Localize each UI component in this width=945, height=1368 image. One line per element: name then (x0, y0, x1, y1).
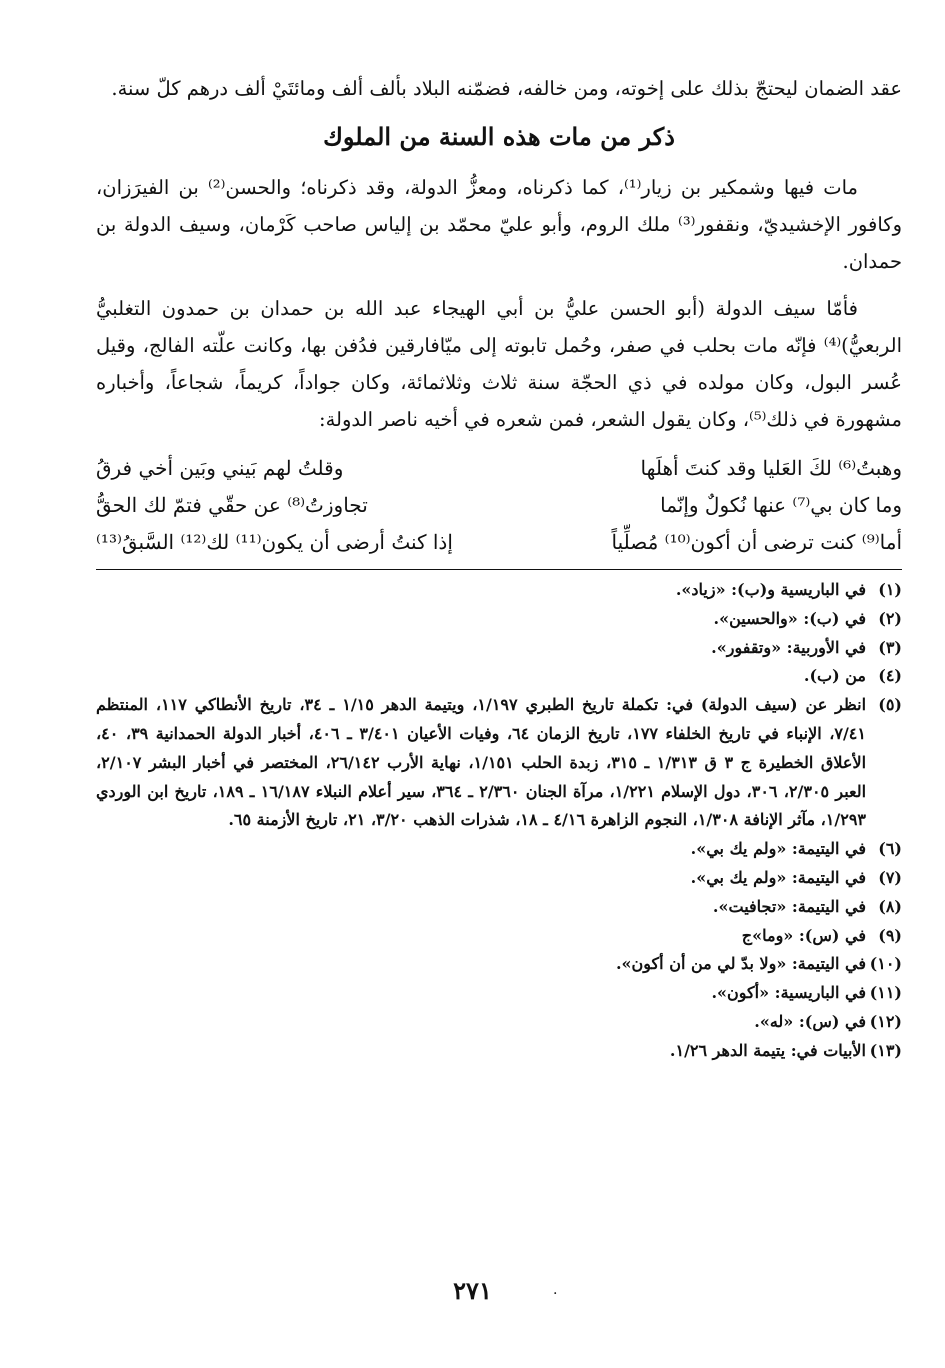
footnote (96, 922, 902, 951)
poem-verse (96, 487, 902, 524)
verse-first-hemistich: أما⁽⁹⁾ كنت ترضى أن أكون⁽¹⁰⁾ مُصلِّياً (611, 530, 902, 554)
poem (96, 450, 902, 561)
footnote-text: في اليتيمة: «ولا بدّ لي من أن أكون». (615, 954, 866, 974)
footnote-text: في الأوربية: «وتقفور». (711, 637, 866, 657)
poem-verse (96, 524, 902, 561)
footnote (96, 1037, 902, 1066)
poem-verse (96, 450, 902, 487)
footnote-text: في اليتيمة: «تجافيت». (712, 896, 866, 916)
footnote-number: (٨) (878, 896, 902, 916)
footnote-text: من (ب). (803, 666, 866, 686)
footnote-text: في اليتيمة: «ولم يك بي». (690, 839, 866, 859)
footnote (96, 979, 902, 1008)
footnote-text: في الباريسية: «أكون». (711, 983, 866, 1003)
verse-second-hemistich: وقلتُ لهم بَيني وبَين أخي فرقُ (96, 456, 344, 480)
footnote-number: (١) (878, 580, 902, 599)
footnote-number: (٩) (878, 925, 902, 945)
intro-paragraph: عقد الضمان ليحتجّ بذلك على إخوته، ومن خالفه، فضمّنه البلاد بألف ألف ومائتَيْ ألف درهم كلّ سنة. (111, 77, 902, 100)
verse-first-hemistich: وهبتُ⁽⁶⁾ لكَ العَليا وقد كنتَ أهلَها (640, 456, 902, 480)
footnote (96, 634, 902, 663)
footnote-divider (96, 569, 902, 570)
footnote-text: الأبيات في: يتيمة الدهر ١/٢٦. (669, 1040, 866, 1060)
paragraph-sayf-al-dawla: فأمّا سيف الدولة (أبو الحسن عليُّ بن أبي الهيجاء عبد الله بن حمدان بن حمدون التغلبيُّ الربعيُّ)⁽⁴⁾ فإنّه مات بحلب في صفر، وحُمل تابوته إلى ميّافارقين فدُفن بها، وكانت علّته الفالج، وقيل عُسر البول، وكان مولده في ذي الحجّة سنة ثلاث وثلاثمائة، وكان جواداً، كريماً، شجاعاً، وأخباره مشهورة في ذلك⁽⁵⁾، وكان يقول الشعر، فمن شعره في أخيه ناصر الدولة: (96, 297, 902, 431)
verse-first-hemistich: وما كان بي⁽⁷⁾ عنها نُكولٌ وإنّما (660, 493, 902, 517)
footnote-number: (١٣) (869, 1040, 902, 1060)
footnote-text: في (ب): «والحسين». (713, 608, 866, 628)
footnote (96, 691, 902, 835)
footnote-text: في الباريسية و(ب): «زياد». (675, 580, 866, 599)
footnote (96, 864, 902, 893)
footnote (96, 950, 902, 979)
verse-second-hemistich: إذا كنتُ أرضى أن يكون⁽¹¹⁾ لك⁽¹²⁾ السَّبقُ⁽¹³⁾ (96, 530, 453, 554)
print-mark: . (553, 1282, 558, 1298)
footnote (96, 893, 902, 922)
footnote-number: (١٠) (869, 954, 902, 974)
footnote-number: (٤) (878, 666, 902, 686)
footnote-text: انظر عن (سيف الدولة) في: تكملة تاريخ الطبري ١/١٩٧، ويتيمة الدهر ١/١٥ ـ ٣٤، تاريخ الأنطاكي ١١٧، المنتظم ٧/٤١، الإنباء في تاريخ الخلفاء ١٧٧، تاريخ الزمان ٦٤، وفيات الأعيان ٣/٤٠١ ـ ٤٠٦، أخبار الدولة الحمدانية ٣٩، ٤٠، الأعلاق الخطيرة ج ٣ ق ١/٣١٣ ـ ٣١٥، زبدة الحلب ١/١٥١، نهاية الأرب ٢٦/١٤٢، المختصر في أخبار البشر ٢/١٠٧، العبر ٢/٣٠٥، ٣٠٦، دول الإسلام ١/٢٢١، مرآة الجنان ٢/٣٦٠ ـ ٣٦٤، سير أعلام النبلاء ١٦/١٨٧ ـ ١٨٩، تاريخ ابن الوردي ١/٢٩٣، مآثر الإنافة ١/٣٠٨، النجوم الزاهرة ٤/١٦ ـ ١٨، شذرات الذهب ٣/٢٠، ٢١، تاريخ الأزمنة ٦٥. (96, 695, 867, 830)
footnote-number: (٦) (878, 839, 902, 859)
footnote-number: (٢) (878, 608, 902, 628)
footnote (96, 835, 902, 864)
footnote-text: في اليتيمة: «ولم يك بي». (690, 867, 866, 887)
footnote-number: (٣) (878, 637, 902, 657)
footnote (96, 605, 902, 634)
footnote-text: في (س): «وما»ج (741, 925, 866, 945)
footnotes (96, 576, 902, 1066)
footnote-number: (٥) (878, 695, 902, 715)
footnote (96, 1008, 902, 1037)
footnote-number: (١٢) (869, 1011, 902, 1031)
footnote-number: (١١) (869, 983, 902, 1003)
verse-second-hemistich: تجاوزتُ⁽⁸⁾ عن حقّي فتمّ لك الحقُّ (96, 493, 368, 517)
footnote-number: (٧) (878, 867, 902, 887)
paragraph-deaths: مات فيها وشمكير بن زيار⁽¹⁾، كما ذكرناه، ومعزُّ الدولة، وقد ذكرناه؛ والحسن⁽²⁾ بن الفيرَزان، وكافور الإخشيديّ، ونقفور⁽³⁾ ملك الروم، وأبو عليّ محمّد بن إلياس صاحب كَرْمان، وسيف الدولة بن حمدان. (96, 176, 902, 273)
footnote (96, 662, 902, 691)
page-number: ٢٧١ (453, 1276, 492, 1305)
footnote-text: في (س): «له». (754, 1011, 866, 1031)
footnote (96, 576, 902, 605)
section-title: ذكر من مات هذه السنة من الملوك (323, 122, 675, 151)
page-body (96, 70, 902, 1066)
